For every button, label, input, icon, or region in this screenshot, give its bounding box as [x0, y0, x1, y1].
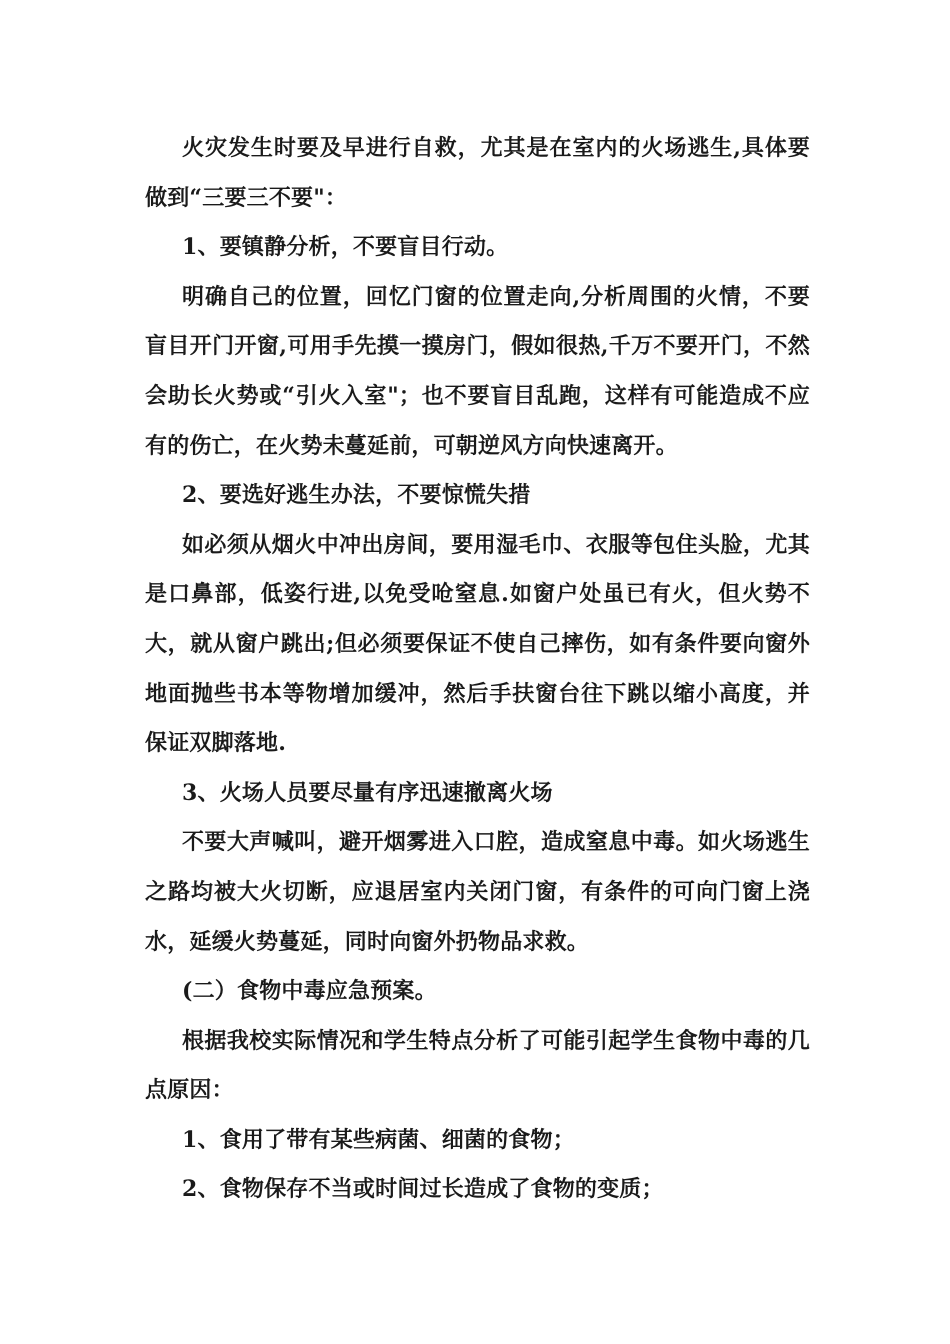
paragraph-food-intro: 根据我校实际情况和学生特点分析了可能引起学生食物中毒的几点原因： — [145, 1027, 810, 1104]
paragraph-body-3: 不要大声喊叫，避开烟雾进入口腔，造成窒息中毒。如火场逃生之路均被大火切断，应退居室内关闭门窗，有条件的可向门窗上浇水，延缓火势蔓延，同时向窗外扔物品求救。 — [145, 829, 810, 955]
paragraph-section-food: (二）食物中毒应急预案。 — [182, 978, 437, 1005]
paragraph-heading-1: 1、要镇静分析，不要盲目行动。 — [182, 234, 509, 261]
paragraph-body-2: 如必须从烟火中冲出房间，要用湿毛巾、衣服等包住头脸，尤其是口鼻部，低姿行进,以免受呛窒息.如窗户处虽已有火，但火势不大，就从窗户跳出;但必须要保证不使自己摔伤，如有条件要向窗外地面抛些书本等物增加缓冲，然后手扶窗台往下跳以缩小高度，并保证双脚落地. — [145, 531, 810, 757]
paragraph-heading-2: 2、要选好逃生办法，不要惊慌失措 — [182, 482, 531, 509]
paragraph-body-1: 明确自己的位置，回忆门窗的位置走向,分析周围的火情，不要盲目开门开窗,可用手先摸一摸房门，假如很热,千万不要开门，不然会助长火势或“引火入室"；也不要盲目乱跑，这样有可能造成不应有的伤亡，在火势未蔓延前，可朝逆风方向快速离开。 — [145, 283, 810, 459]
paragraph-food-item-2: 2、食物保存不当或时间过长造成了食物的变质； — [182, 1176, 664, 1203]
paragraph-fire-intro: 火灾发生时要及早进行自救，尤其是在室内的火场逃生,具体要做到“三要三不要"： — [145, 135, 810, 211]
document-body — [145, 124, 810, 1215]
paragraph-heading-3: 3、火场人员要尽量有序迅速撤离火场 — [182, 779, 553, 806]
paragraph-food-item-1: 1、食用了带有某些病菌、细菌的食物； — [182, 1126, 575, 1153]
